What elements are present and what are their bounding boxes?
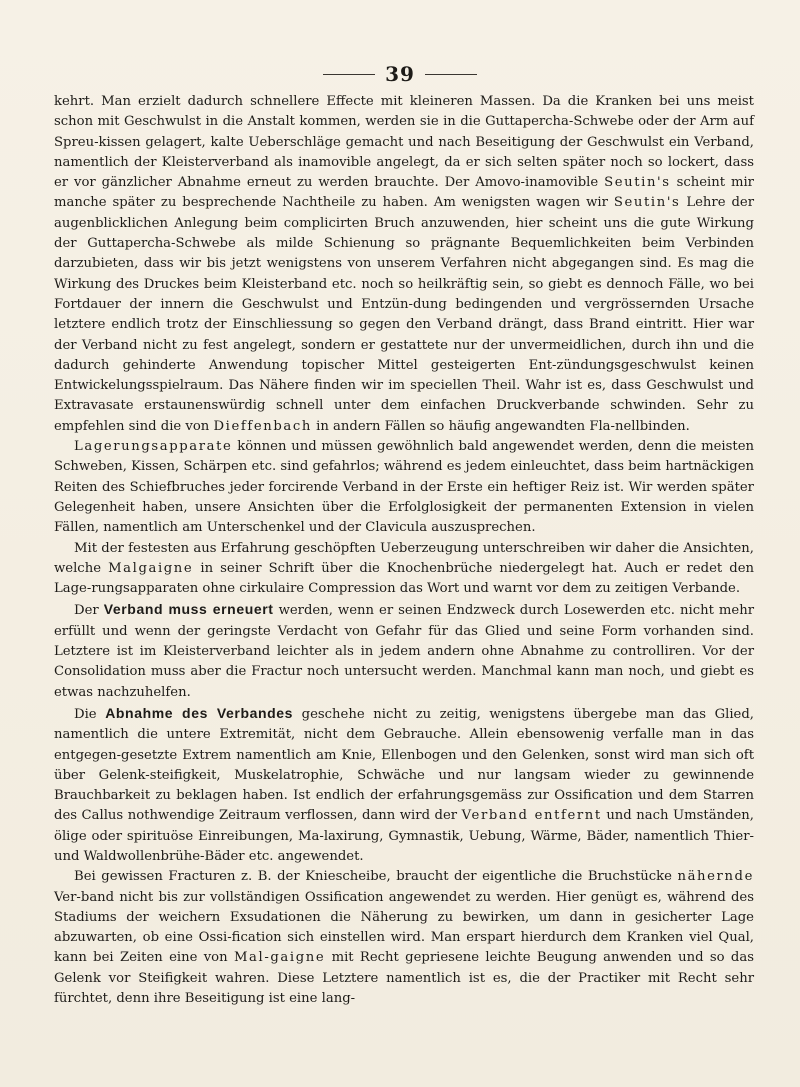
text-run: in seiner Schrift über die Knochenbrüche niedergelegt hat. Auch er redet den Lage-rungsapparaten ohne cirkulaire Compression das Wort und warnt vor dem zu zeitigen Verbande.	[54, 560, 755, 597]
text-run: in andern Fällen so häufig angewandten Fla-nellbinden.	[311, 418, 690, 434]
paragraph	[54, 867, 754, 1009]
paragraph	[54, 437, 754, 538]
spaced-name: Seutin's	[613, 195, 681, 211]
text-run: kehrt. Man erzielt dadurch schnellere Effecte mit kleineren Massen. Da die Kranken bei uns meist schon mit Geschwulst in die Anstalt kommen, werden sie in die Guttapercha-Schwebe oder der Arm auf Spreu-kissen gelagert, kalte Ueberschläge gemacht und nach Beseitigung der Geschwulst ein Verband, namentlich der Kleisterverband als inamovible angelegt, da er sich selten später noch so lockert, dass er vor gänzlicher Abnahme erneut zu werden brauchte. Der Amovo-inamovible	[54, 94, 754, 191]
paragraph	[54, 703, 754, 867]
paragraph	[54, 92, 754, 437]
page-number: 39	[385, 62, 415, 86]
body-text	[54, 92, 754, 1009]
spaced-name: Seutin's	[604, 175, 671, 191]
emphasized-heading: Abnahme des Verbandes	[105, 704, 294, 721]
text-run: Der	[74, 603, 104, 619]
text-run: geschehe nicht zu zeitig, wenigstens übergebe man das Glied, namentlich die untere Extremität, nicht dem Gebrauche. Allein ebensowenig verfalle man in das entgegen-gesetzte Extrem namentlich am Knie, Ellenbogen und den Gelenken, sonst wird man sich oft über Gelenk-steifigkeit, Muskelatrophie, Schwäche und nur langsam wieder zu gewinnende Brauchbarkeit zu beklagen haben. Ist endlich der erfahrungsgemäss zur Ossification und dem Starren des Callus nothwendige Zeitraum verflossen, dann wird der	[54, 706, 754, 824]
paragraph	[54, 599, 754, 702]
header-rule-right	[425, 74, 477, 75]
spaced-name: Dieffenbach	[213, 418, 312, 434]
spaced-name: Lagerungsapparate	[74, 439, 233, 455]
page-header	[0, 64, 800, 84]
text-run: Lehre der augenblicklichen Anlegung beim complicirten Bruch anzuwenden, hier scheint uns die gute Wirkung der Guttapercha-Schwebe als milde Schienung so prägnante Bequemlichkeiten beim Verbinden darzubieten, dass wir bis jetzt wenigstens von unserem Verfahren nicht abgegangen sind. Es mag die Wirkung des Druckes beim Kleisterband etc. noch so heilkräftig sein, so giebt es dennoch Fälle, wo bei Fortdauer der innern die Geschwulst und Entzün-dung bedingenden und vergrössernden Ursache letztere endlich trotz der Einschliessung so gegen den Verband drängt, dass Brand eintritt. Hier war der Verband nicht zu fest angelegt, sondern er gestattete nur der unvermeidlichen, durch ihn und die dadurch gehinderte Anwendung topischer Mittel gesteigerten Ent-zündungsgeschwulst keinen Entwickelungsspielraum. Das Nähere finden wir im speciellen Theil. Wahr ist es, dass Geschwulst und Extravasate erstaunenswürdig schnell unter dem einfachen Druckverbande schwinden. Sehr zu empfehlen sind die von	[54, 195, 754, 434]
text-run: Die	[74, 706, 106, 722]
text-run: werden, wenn er seinen Endzweck durch Losewerden etc. nicht mehr erfüllt und wenn der geringste Verdacht von Gefahr für das Glied und seine Form vorhanden sind. Letztere ist im Kleisterverband leichter als in jedem andern ohne Abnahme zu controlliren. Vor der Consolidation muss aber die Fractur noch untersucht werden. Manchmal kann man noch, und giebt es etwas nachzuhelfen.	[54, 603, 755, 700]
spaced-name: nähernde	[677, 869, 754, 885]
text-run: Bei gewissen Fracturen z. B. der Kniescheibe, braucht der eigentliche die Bruchstücke	[74, 869, 678, 885]
paragraph	[54, 539, 754, 600]
spaced-name: Malgaigne	[108, 560, 194, 576]
header-rule-left	[323, 74, 375, 75]
text-run: Mit der festesten aus Erfahrung geschöpften Ueberzeugung unterschreiben wir daher die Ansichten, welche	[54, 540, 754, 576]
text-run: scheint mir manche später zu besprechende Nachtheile zu haben. Am wenigsten wagen wir	[54, 175, 754, 211]
text-run: mit Recht gepriesene leichte Beugung anwenden und so das Gelenk vor Steifigkeit wahren. Diese Letztere namentlich ist es, die der Practiker mit Recht sehr fürchtet, denn ihre Beseitigung ist eine lang-	[54, 950, 754, 1007]
text-run: können und müssen gewöhnlich bald angewendet werden, denn die meisten Schweben, Kissen, Schärpen etc. sind gefahrlos; während es jedem einleuchtet, dass beim hartnäckigen Reiten des Schiefbruches jeder forcirende Verband in der Erste ein heftiger Reiz ist. Wir werden später Gelegenheit haben, unsere Ansichten über die Erfolglosigkeit der permanenten Extension in vielen Fällen, namentlich am Unterschenkel und der Clavicula auszusprechen.	[54, 439, 754, 536]
spaced-name: Verband entfernt	[461, 808, 602, 824]
spaced-name: Mal-gaigne	[233, 950, 326, 966]
text-run: Ver-band nicht bis zur vollständigen Ossification angewendet zu werden. Hier genügt es, während des Stadiums der weichern Exsudationen die Näherung zu bewirken, um dann in gesicherter Lage abzuwarten, ob eine Ossi-fication sich einstellen wird. Man erspart hierdurch dem Kranken viel Qual, kann bei Zeiten eine von	[54, 889, 754, 966]
text-run: und nach Umständen, ölige oder spirituöse Einreibungen, Ma-laxirung, Gymnastik, Uebung, Wärme, Bäder, namentlich Thier- und Waldwollenbrühe-Bäder etc. angewendet.	[54, 808, 754, 864]
emphasized-heading: Verband muss erneuert	[103, 601, 274, 618]
